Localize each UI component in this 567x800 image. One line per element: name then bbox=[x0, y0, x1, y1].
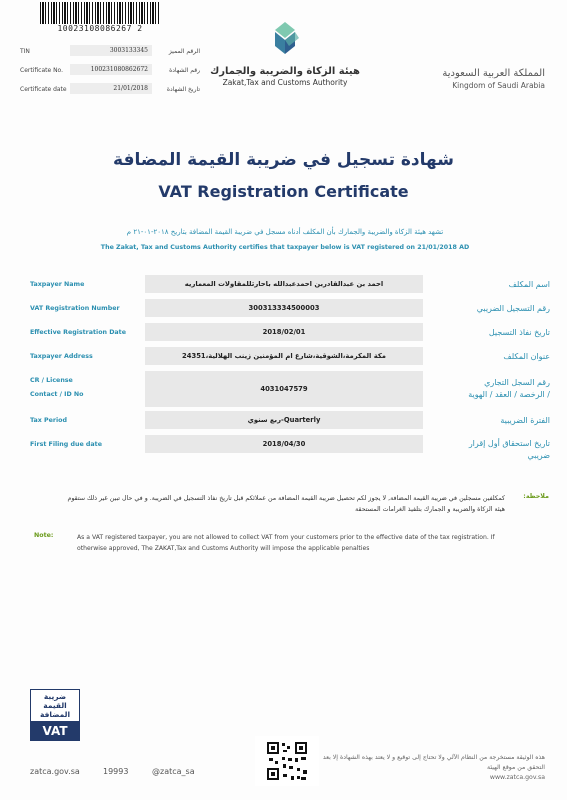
footer-disclaimer bbox=[315, 753, 545, 783]
row-value: احمد بن عبدالقادربن احمدعبدالله باحارثللمقاولات المعماريه bbox=[145, 275, 423, 293]
meta-row-certificate-date bbox=[20, 83, 200, 102]
meta-value: 3003133345 bbox=[70, 45, 152, 56]
row-label-ar: رقم السجل التجاري bbox=[484, 378, 550, 387]
kingdom-name bbox=[442, 68, 545, 90]
zatca-emblem-icon bbox=[265, 20, 305, 58]
footer-phone: 19993 bbox=[103, 767, 129, 776]
vat-logo bbox=[30, 689, 80, 747]
row-first-filing-due-date bbox=[20, 435, 550, 465]
meta-label-ar: الرقم المميز bbox=[168, 48, 200, 55]
meta-label-ar: تاريخ الشهادة bbox=[166, 86, 200, 93]
note-label-en: Note: bbox=[34, 532, 54, 539]
row-vat-registration-number bbox=[20, 299, 550, 321]
vat-logo-ar-line: ضريبة bbox=[43, 692, 67, 701]
row-value: 2018/02/01 bbox=[145, 323, 423, 341]
row-label-en: Taxpayer Name bbox=[30, 281, 85, 288]
row-label-en: First Filing due date bbox=[30, 441, 102, 448]
row-taxpayer-name bbox=[20, 275, 550, 297]
zatca-logo bbox=[200, 20, 370, 87]
row-label-ar: اسم المكلف bbox=[508, 280, 550, 289]
row-label-ar: عنوان المكلف bbox=[503, 352, 550, 361]
row-value: ربع سنوي-Quarterly bbox=[145, 411, 423, 429]
certificate-title-ar: شهادة تسجيل في ضريبة القيمة المضافة bbox=[113, 150, 454, 170]
barcode-bars bbox=[40, 2, 160, 24]
certification-statement-ar: تشهد هيئة الزكاة والضريبة والجمارك بأن المكلف أدناه مسجل في ضريبة القيمة المضافة بتاريخ ٢٠١٨-٠١-٢١ م bbox=[126, 228, 444, 236]
row-label-ar: الفترة الضريبية bbox=[500, 416, 550, 425]
barcode-number: 10023108086267 2 bbox=[57, 24, 143, 33]
note-label-ar: ملاحظة: bbox=[523, 493, 549, 500]
footer-disclaimer-ar: هذه الوثيقة مستخرجة من النظام الآلي ولا تحتاج إلى توقيع و لا يعتد بهذه الشهادة إلا بعد التحقق من موقع الهيئة bbox=[322, 754, 545, 771]
row-label-en: CR / License bbox=[30, 377, 73, 384]
note-text-ar: كمكلفين مسجلين في ضريبة القيمة المضافة, لا يجوز لكم تحصيل ضريبة القيمة المضافة من عملائكم قبل تاريخ نفاذ التسجيل في الضريبة. و في حال تبين غير ذلك ستقوم هيئة الزكاة والضريبة و الجمارك بتلفيذ الغرامات المستحقة bbox=[67, 495, 505, 513]
meta-label: TIN bbox=[20, 48, 30, 55]
footer-website[interactable]: zatca.gov.sa bbox=[30, 767, 80, 776]
row-label-ar: تاريخ استحقاق أول إقرار bbox=[468, 439, 550, 448]
row-label-en-secondary: Contact / ID No bbox=[30, 391, 84, 398]
meta-value: 21/01/2018 bbox=[70, 83, 152, 94]
row-label-en: Effective Registration Date bbox=[30, 329, 126, 336]
row-label-ar: رقم التسجيل الضريبي bbox=[476, 304, 550, 313]
row-label-en: Tax Period bbox=[30, 417, 67, 424]
row-value: 4031047579 bbox=[145, 371, 423, 407]
row-cr-license bbox=[20, 371, 550, 407]
vat-logo-ar-line: القيمة bbox=[43, 701, 67, 710]
meta-row-certificate-no bbox=[20, 64, 200, 83]
meta-label: Certificate No. bbox=[20, 67, 64, 74]
row-label-ar-secondary: ضريبي bbox=[527, 451, 550, 460]
authority-name-en: Zakat,Tax and Customs Authority bbox=[222, 78, 348, 87]
qr-code-icon bbox=[255, 736, 319, 786]
meta-row-tin bbox=[20, 45, 200, 64]
kingdom-name-en: Kingdom of Saudi Arabia bbox=[452, 81, 545, 90]
meta-value: 100231080862672 bbox=[70, 64, 152, 75]
note-text-en: As a VAT registered taxpayer, you are not allowed to collect VAT from your customers prior to the effective date of the tax registration. If otherwise approved, The ZAKAT,Tax and Customs Authority will impose the applicable penalties bbox=[77, 534, 495, 552]
vat-logo-ar bbox=[30, 689, 80, 721]
row-value: 300313334500003 bbox=[145, 299, 423, 317]
certificate-barcode bbox=[40, 2, 160, 38]
certification-statement-en: The Zakat, Tax and Customs Authority certifies that taxpayer below is VAT registered on 21/01/2018 AD bbox=[100, 244, 470, 251]
footer-website-ar[interactable]: www.zatca.gov.sa bbox=[489, 774, 545, 781]
certificate-title-en: VAT Registration Certificate bbox=[158, 182, 409, 201]
vat-logo-ar-line: المضافة bbox=[39, 710, 71, 719]
kingdom-name-ar: المملكة العربية السعودية bbox=[442, 68, 545, 79]
meta-label: Certificate date bbox=[20, 86, 67, 93]
row-effective-registration-date bbox=[20, 323, 550, 345]
row-label-en: Taxpayer Address bbox=[30, 353, 93, 360]
row-value: 2018/04/30 bbox=[145, 435, 423, 453]
row-taxpayer-address bbox=[20, 347, 550, 369]
row-label-ar: تاريخ نفاذ التسجيل bbox=[488, 328, 550, 337]
row-tax-period bbox=[20, 411, 550, 433]
authority-name-ar: هيئة الزكاة والضريبة والجمارك bbox=[210, 66, 360, 77]
footer-social[interactable]: @zatca_sa bbox=[152, 767, 195, 776]
vat-logo-en: VAT bbox=[30, 721, 80, 741]
row-value: مكة المكرمة،الشوقية،شارع ام المؤمنين زينب الهلالية،24351 bbox=[145, 347, 423, 365]
meta-label-ar: رقم الشهادة bbox=[169, 67, 200, 74]
row-label-en: VAT Registration Number bbox=[30, 305, 120, 312]
certificate-meta bbox=[20, 45, 200, 102]
row-label-ar-secondary: / الرخصة / العقد / الهوية bbox=[468, 390, 550, 399]
